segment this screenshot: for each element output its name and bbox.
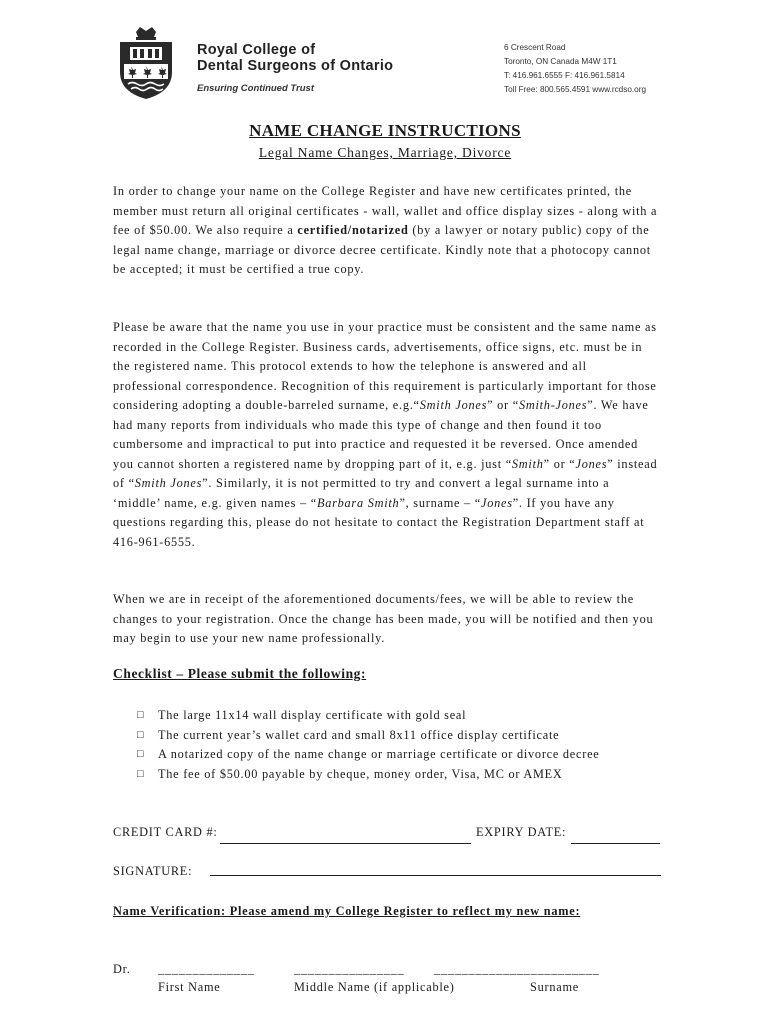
p2-text-a: Please be aware that the name you use in your practice must be consistent and the same name as recorded in the College Register. Business cards, advertisements, office signs, etc. must be in the registered name. This protocol extends to how the telephone is answered and all professional correspondence. Recognition of this requirement is particularly important for those considering adopting a double-barreled surname, e.g.“ — [113, 320, 657, 412]
p2-italic-4: Jones — [575, 456, 608, 471]
paragraph-requirements — [113, 182, 658, 280]
middle-name-field[interactable]: ________________ — [294, 962, 405, 976]
expiry-date-field[interactable] — [571, 843, 660, 844]
signature-field[interactable] — [210, 875, 661, 876]
checklist-item-label: A notarized copy of the name change or marriage certificate or divorce decree — [158, 747, 600, 761]
document-title: NAME CHANGE INSTRUCTIONS — [249, 121, 521, 140]
p2-text-h: ”. If you have any questions regarding this, please do not hesitate to contact the Registration Department staff at 416-961-6555. — [113, 495, 645, 549]
expiry-date-label: EXPIRY DATE: — [476, 825, 567, 839]
org-name-line1: Royal College of — [197, 42, 316, 58]
p1-bold: certified/notarized — [297, 223, 409, 237]
p2-text-f: ”. Similarly, it is not permitted to try and convert a legal surname into a ‘middle’ name, e.g. given names – “ — [113, 476, 610, 510]
credit-card-label: CREDIT CARD #: — [113, 825, 218, 839]
checklist-item[interactable] — [137, 726, 657, 746]
checklist-item-label: The fee of $50.00 payable by cheque, money order, Visa, MC or AMEX — [158, 766, 563, 781]
org-tagline: Ensuring Continued Trust — [197, 83, 314, 94]
surname-label: Surname — [530, 980, 579, 994]
phone-fax: T: 416.961.6555 F: 416.961.5814 — [504, 71, 625, 80]
p2-italic-6: Barbara Smith — [316, 495, 400, 510]
checklist-item[interactable] — [137, 745, 657, 765]
p2-text-g: ”, surname – “ — [399, 495, 481, 510]
document-subtitle: Legal Name Changes, Marriage, Divorce — [258, 145, 512, 160]
address-line2: Toronto, ON Canada M4W 1T1 — [504, 57, 617, 66]
paragraph-processing — [113, 590, 658, 649]
p1-text-b: (by a lawyer or notary public) copy of the legal name change, marriage or divorce decree certificate. Kindly note that a photocopy cannot be accepted; it must be certified a true copy. — [113, 223, 651, 276]
checklist-item-label: The large 11x14 wall display certificate with gold seal — [158, 708, 467, 722]
tollfree-website: Toll Free: 800.565.4591 www.rcdso.org — [504, 85, 646, 94]
checklist — [137, 706, 657, 784]
p2-text-e: ” instead of “ — [113, 456, 658, 490]
signature-label: SIGNATURE: — [113, 864, 193, 878]
p3-text: When we are in receipt of the aforementioned documents/fees, we will be able to review the changes to your registration. Once the change has been made, you will be notified and then you may begin to use your new name professionally. — [113, 592, 654, 645]
org-name-line2: Dental Surgeons of Ontario — [197, 58, 394, 74]
paragraph-name-consistency — [113, 318, 658, 552]
first-name-label: First Name — [158, 980, 221, 994]
p2-text-c: ”. We have had many reports from individuals who made this type of change and then found it too cumbersome and impractical to put into practice and requested it be reversed. Once amended you cannot shorten a registered name by dropping part of it, e.g. just “ — [113, 398, 649, 471]
name-verification-heading: Name Verification: Please amend my College Register to reflect my new name: — [113, 904, 581, 918]
checklist-item[interactable] — [137, 706, 657, 726]
checkbox-icon[interactable]: □ — [137, 709, 145, 721]
address-line1: 6 Crescent Road — [504, 43, 566, 52]
checkbox-icon[interactable]: □ — [137, 728, 145, 741]
checkbox-icon[interactable]: □ — [137, 767, 145, 780]
p2-italic-2: Smith-Jones — [518, 398, 588, 412]
name-prefix: Dr. — [113, 962, 131, 976]
credit-card-field[interactable] — [220, 843, 471, 844]
p2-text-d: ” or “ — [543, 456, 576, 471]
checklist-item[interactable] — [137, 765, 657, 785]
p2-italic-5: Smith Jones — [134, 476, 203, 490]
p2-italic-1: Smith Jones — [419, 398, 488, 412]
checklist-heading: Checklist – Please submit the following: — [113, 666, 367, 681]
middle-name-label: Middle Name (if applicable) — [294, 980, 455, 994]
surname-field[interactable]: ________________________ — [434, 962, 600, 976]
p2-text-b: ” or “ — [487, 398, 519, 412]
p2-italic-3: Smith — [511, 456, 544, 471]
first-name-field[interactable]: ______________ — [158, 962, 255, 976]
checklist-item-label: The current year’s wallet card and small 8x11 office display certificate — [158, 727, 560, 742]
p1-text-a: In order to change your name on the College Register and have new certificates printed, the member must return all original certificates - wall, wallet and office display sizes - along with a fee of $50.00. We also require a — [113, 184, 658, 237]
p2-italic-7: Jones — [480, 495, 513, 510]
checkbox-icon[interactable]: □ — [137, 748, 145, 760]
college-crest-logo — [118, 26, 174, 100]
